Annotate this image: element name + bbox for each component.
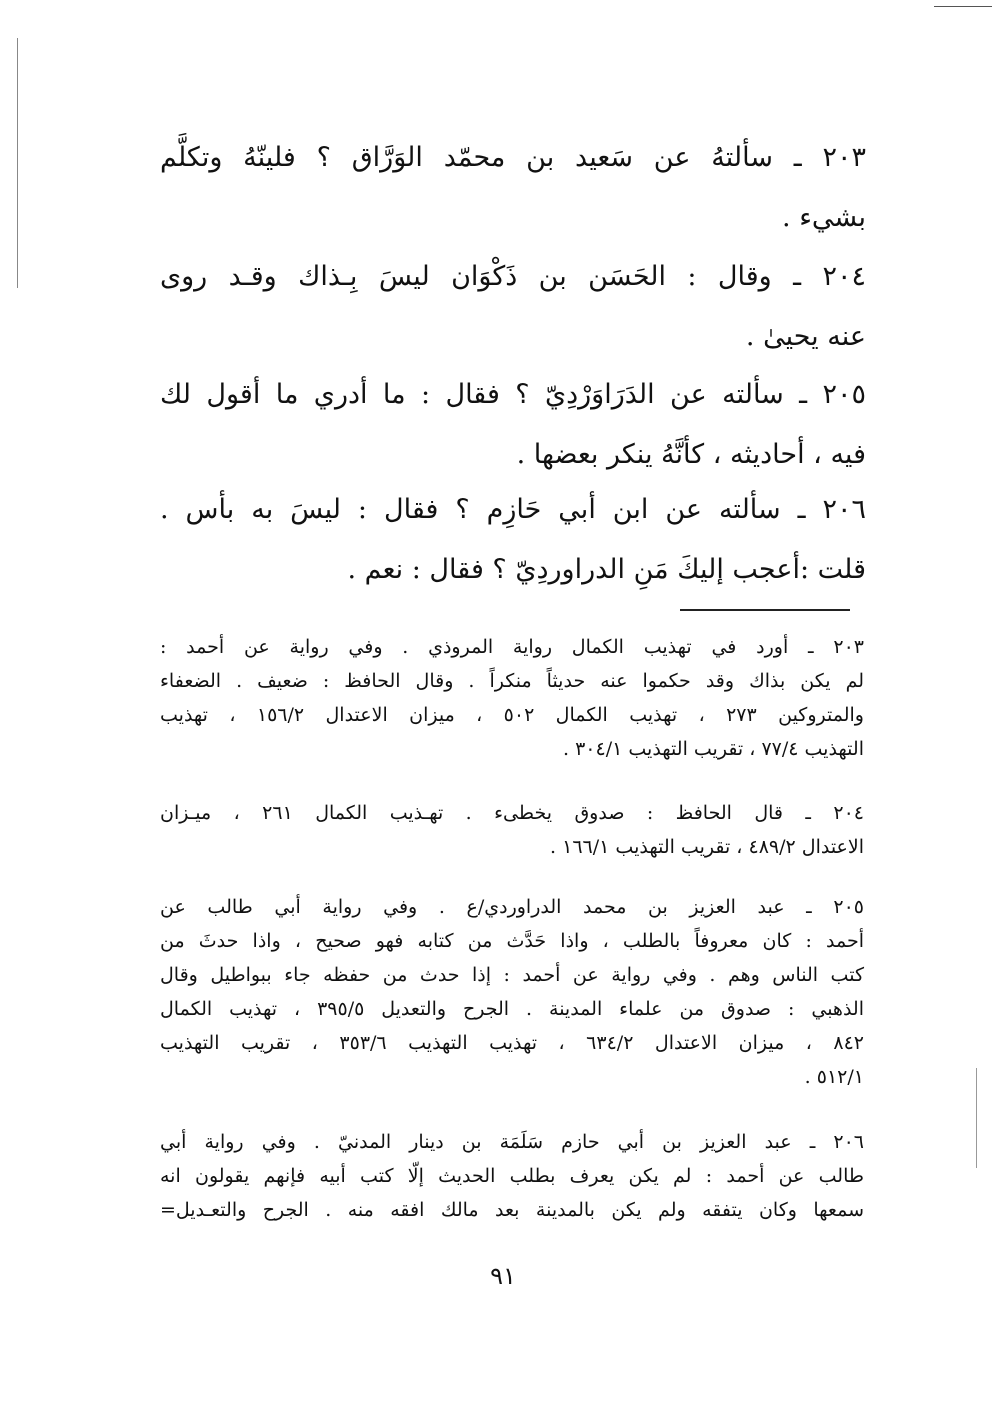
page-number: ٩١	[490, 1262, 516, 1290]
entry-203	[160, 128, 866, 248]
entry-line: قلت :أعجب إليكَ مَنِ الدراوردِيّ ؟ فقال : نعم .	[347, 554, 866, 585]
entry-line: ٢٠٤ ـ وقال : الحَسَن بن ذَكْوَان ليسَ بِـذاك وقـد روى	[160, 261, 866, 292]
entry-206	[160, 480, 866, 600]
footnote-line: ٢٠٥ ـ عبد العزيز بن محمد الدراوردي/ع . وفي رواية أبي طالب عن	[160, 896, 864, 918]
footnote-205	[160, 890, 864, 1094]
footnote-line: طالب عن أحمد : لم يكن يعرف بطلب الحديث إلّا كتب أبيه فإنهم يقولون انه	[160, 1165, 864, 1187]
entry-204	[160, 247, 866, 367]
footnote-line: لم يكن بذاك وقد حكموا عنه حديثاً منكراً . وقال الحافظ : ضعيف . الضعفاء	[160, 670, 864, 692]
footnote-separator	[680, 609, 850, 611]
footnote-206	[160, 1125, 864, 1227]
entry-205	[160, 365, 866, 485]
footnote-line: ٢٠٦ ـ عبد العزيز بن أبي حازم سَلَمَة بن دينار المدنيّ . وفي رواية أبي	[160, 1131, 864, 1153]
footnote-line: التهذيب ٧٧/٤ ، تقريب التهذيب ٣٠٤/١ .	[563, 738, 864, 760]
footnote-line: الذهبي : صدوق من علماء المدينة . الجرح والتعديل ٣٩٥/٥ ، تهذيب الكمال	[160, 998, 864, 1020]
footnote-line: سمعها وكان يتفقه ولم يكن بالمدينة بعد مالك افقه منه . الجرح والتعـديل=	[160, 1199, 864, 1221]
footnote-line: الاعتدال ٤٨٩/٢ ، تقريب التهذيب ١٦٦/١ .	[550, 836, 864, 858]
footnote-line: أحمد : كان معروفاً بالطلب ، واذا حَدَّث من كتابه فهو صحيح ، واذا حدثَ من	[160, 930, 864, 952]
footnote-line: ٢٠٣ ـ أورد في تهذيب الكمال رواية المروذي . وفي رواية عن أحمد :	[160, 636, 864, 658]
entry-line: ٢٠٣ ـ سألتهُ عن سَعيد بن محمّد الوَرَّاق ؟ فلينّهُ وتكلَّم	[160, 142, 866, 173]
scan-edge-left	[17, 38, 18, 288]
footnote-line: كتب الناس وهم . وفي رواية عن أحمد : إذا حدث من حفظه جاء ببواطيل وقال	[160, 964, 864, 986]
footnote-203	[160, 630, 864, 766]
footnote-204	[160, 796, 864, 864]
footnote-line: ٢٠٤ ـ قال الحافظ : صدوق يخطىء . تهـذيب الكمال ٢٦١ ، ميـزان	[160, 802, 865, 824]
entry-line: عنه يحيىٰ .	[745, 321, 866, 352]
entry-line: بشيء .	[782, 202, 866, 233]
footnote-line: والمتروكين ٢٧٣ ، تهذيب الكمال ٥٠٢ ، ميزان الاعتدال ١٥٦/٢ ، تهذيب	[160, 704, 864, 726]
entry-line: ٢٠٦ ـ سألته عن ابن أبي حَازِم ؟ فقال : ليسَ به بأس .	[160, 494, 866, 525]
scan-edge-right	[976, 1068, 977, 1168]
footnote-line: ٨٤٢ ، ميزان الاعتدال ٦٣٤/٢ ، تهذيب التهذيب ٣٥٣/٦ ، تقريب التهذيب	[160, 1032, 864, 1054]
entry-line: ٢٠٥ ـ سألته عن الدَرَاوَرْدِيّ ؟ فقال : ما أدري ما أقول لك	[160, 379, 866, 410]
scan-edge-top-right	[934, 6, 992, 7]
footnote-line: ٥١٢/١ .	[804, 1066, 864, 1088]
entry-line: فيه ، أحاديثه ، كأنَّهُ ينكر بعضها .	[516, 439, 866, 470]
